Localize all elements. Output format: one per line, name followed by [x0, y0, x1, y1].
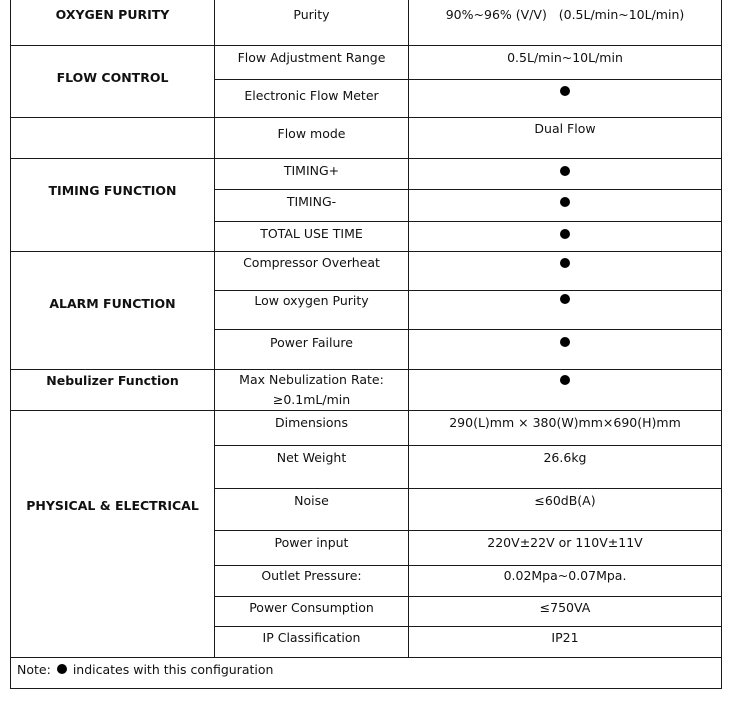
table-note: [17, 660, 273, 678]
included-indicator: [560, 166, 570, 176]
note-indicator-symbol: [57, 664, 67, 674]
item-timing-minus: TIMING-: [286, 194, 337, 209]
value-timing-plus: [409, 159, 721, 183]
table-border-right: [721, 0, 722, 689]
item-power-consumption: Power Consumption: [249, 600, 374, 615]
value-purity: 90%~96% (V/V) (0.5L/min~10L/min): [445, 7, 685, 22]
included-indicator: [560, 197, 570, 207]
value-net-weight: 26.6kg: [543, 450, 587, 465]
note-prefix: Note:: [17, 661, 51, 677]
category-timing-function: TIMING FUNCTION: [48, 183, 177, 198]
table-border-bottom: [10, 688, 722, 689]
item-compressor-overheat: Compressor Overheat: [243, 255, 380, 270]
item-ip-classification: IP Classification: [262, 630, 361, 645]
value-dimensions: 290(L)mm × 380(W)mm×690(H)mm: [449, 415, 681, 430]
value-flow-mode: Dual Flow: [534, 121, 596, 136]
category-flow-control: FLOW CONTROL: [56, 70, 169, 85]
item-low-oxygen-purity: Low oxygen Purity: [254, 293, 369, 308]
item-max-nebulization-rate-value: ≥0.1mL/min: [272, 392, 351, 407]
item-max-nebulization-rate: [215, 370, 408, 410]
value-power-input: 220V±22V or 110V±11V: [487, 535, 643, 550]
item-electronic-flow-meter: Electronic Flow Meter: [244, 88, 379, 103]
category-nebulizer-function: Nebulizer Function: [46, 373, 179, 388]
value-power-consumption: ≤750VA: [539, 600, 591, 615]
value-compressor-overheat: [409, 252, 721, 274]
category-physical-electrical: PHYSICAL & ELECTRICAL: [26, 498, 199, 513]
category-oxygen-purity: OXYGEN PURITY: [55, 7, 170, 22]
note-text: indicates with this configuration: [72, 661, 274, 677]
item-net-weight: Net Weight: [276, 450, 347, 465]
item-power-failure: Power Failure: [270, 335, 353, 350]
item-total-use-time: TOTAL USE TIME: [260, 226, 363, 241]
included-indicator: [560, 229, 570, 239]
value-noise: ≤60dB(A): [534, 493, 596, 508]
item-dimensions: Dimensions: [275, 415, 348, 430]
item-max-nebulization-rate-label: Max Nebulization Rate:: [239, 372, 384, 387]
included-indicator: [560, 337, 570, 347]
row-divider: [214, 329, 722, 330]
item-flow-mode: Flow mode: [277, 126, 346, 141]
value-electronic-flow-meter: [409, 80, 721, 102]
value-timing-minus: [409, 190, 721, 214]
category-alarm-function: ALARM FUNCTION: [49, 296, 176, 311]
item-timing-plus: TIMING+: [283, 163, 340, 178]
item-flow-adjustment-range: Flow Adjustment Range: [237, 50, 386, 65]
table-note-divider: [10, 657, 722, 658]
value-flow-adjustment-range: 0.5L/min~10L/min: [507, 50, 623, 65]
included-indicator: [560, 86, 570, 96]
item-purity: Purity: [293, 7, 330, 22]
value-total-use-time: [409, 222, 721, 246]
item-noise: Noise: [294, 493, 329, 508]
value-power-failure: [409, 332, 721, 352]
included-indicator: [560, 258, 570, 268]
value-outlet-pressure: 0.02Mpa~0.07Mpa.: [503, 568, 627, 583]
value-max-nebulization-rate: [409, 370, 721, 390]
item-power-input: Power input: [274, 535, 349, 550]
included-indicator: [560, 375, 570, 385]
item-outlet-pressure: Outlet Pressure:: [261, 568, 362, 583]
included-indicator: [560, 294, 570, 304]
value-ip-classification: IP21: [551, 630, 579, 645]
value-low-oxygen-purity: [409, 290, 721, 308]
